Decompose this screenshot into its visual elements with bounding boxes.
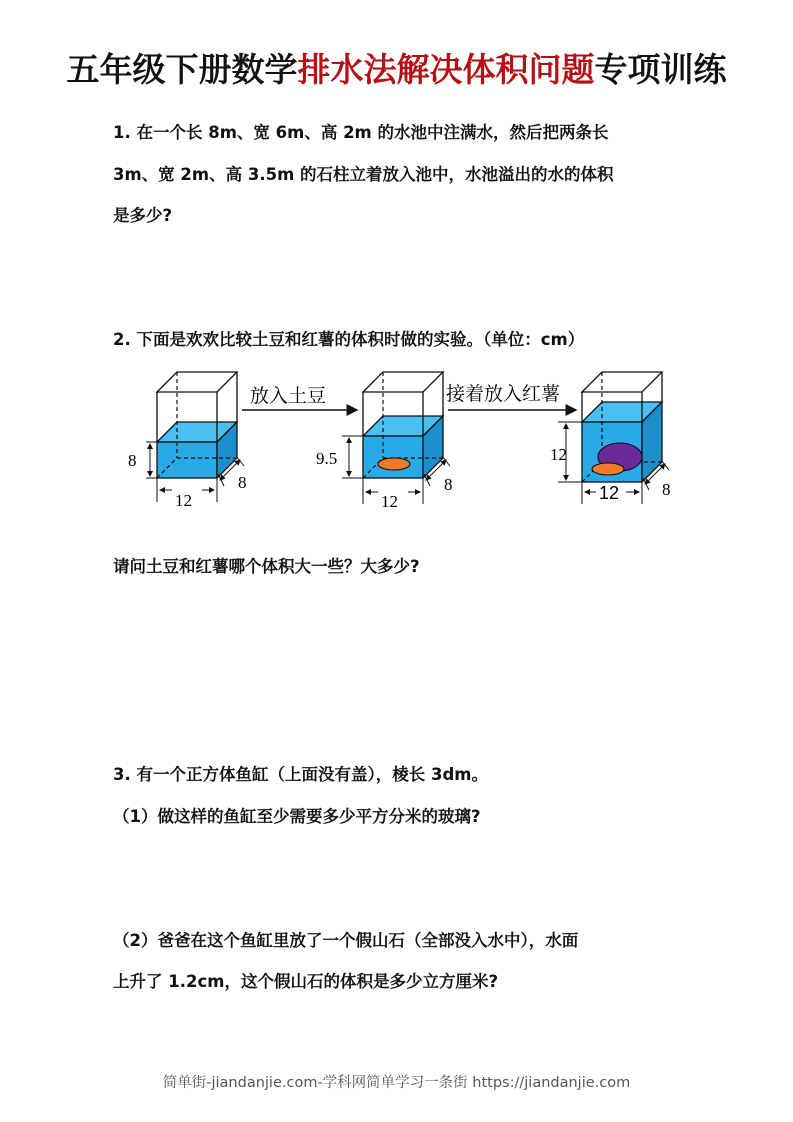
- q3-sub2-line-2: 上升了 1.2cm，这个假山石的体积是多少立方厘米?: [113, 972, 499, 991]
- experiment-figure: [120, 362, 690, 522]
- tank3-height-label: 12: [550, 445, 567, 464]
- q3-sub1-line-1: （1）做这样的鱼缸至少需要多少平方分米的玻璃?: [113, 807, 481, 826]
- tank-2: [342, 372, 450, 504]
- tank1-length-label: 12: [175, 491, 192, 510]
- q1-line-3: 是多少?: [113, 206, 173, 225]
- arrow-1-label: 放入土豆: [250, 385, 327, 407]
- tank2-width-label: 8: [444, 475, 453, 494]
- q3-sub2-line-1: （2）爸爸在这个鱼缸里放了一个假山石（全部没入水中），水面: [113, 931, 579, 950]
- tank1-width-label: 8: [238, 473, 247, 492]
- page-title: [0, 44, 793, 91]
- footer-watermark: 简单街-jiandanjie.com-学科网简单学习一条街 https://jiandanjie.com: [162, 1075, 631, 1091]
- q2-followup: 请问土豆和红薯哪个体积大一些？大多少?: [113, 557, 420, 576]
- arrow-2-label: 接着放入红薯: [446, 383, 561, 405]
- q2-line-1: 2. 下面是欢欢比较土豆和红薯的体积时做的实验。（单位：cm）: [113, 330, 585, 349]
- tank3-length-label: 12: [599, 483, 620, 503]
- potato-shape-2: [592, 463, 624, 475]
- title-suffix: 专项训练: [594, 50, 727, 89]
- tanks-diagram: [120, 362, 690, 522]
- tank2-height-label: 9.5: [316, 449, 338, 468]
- potato-shape: [378, 458, 410, 470]
- q1-line-1: 1. 在一个长 8m、宽 6m、高 2m 的水池中注满水，然后把两条长: [113, 123, 609, 142]
- tank-1: [146, 372, 244, 502]
- tank2-length-label: 12: [381, 492, 398, 511]
- title-prefix: 五年级下册数学: [66, 50, 298, 89]
- tank3-width-label: 8: [662, 480, 671, 499]
- q1-line-2: 3m、宽 2m、高 3.5m 的石柱立着放入池中，水池溢出的水的体积: [113, 165, 614, 184]
- title-highlight: 排水法解决体积问题: [297, 50, 595, 89]
- tank1-height-label: 8: [128, 451, 137, 470]
- q3-line-1: 3. 有一个正方体鱼缸（上面没有盖），棱长 3dm。: [113, 765, 488, 784]
